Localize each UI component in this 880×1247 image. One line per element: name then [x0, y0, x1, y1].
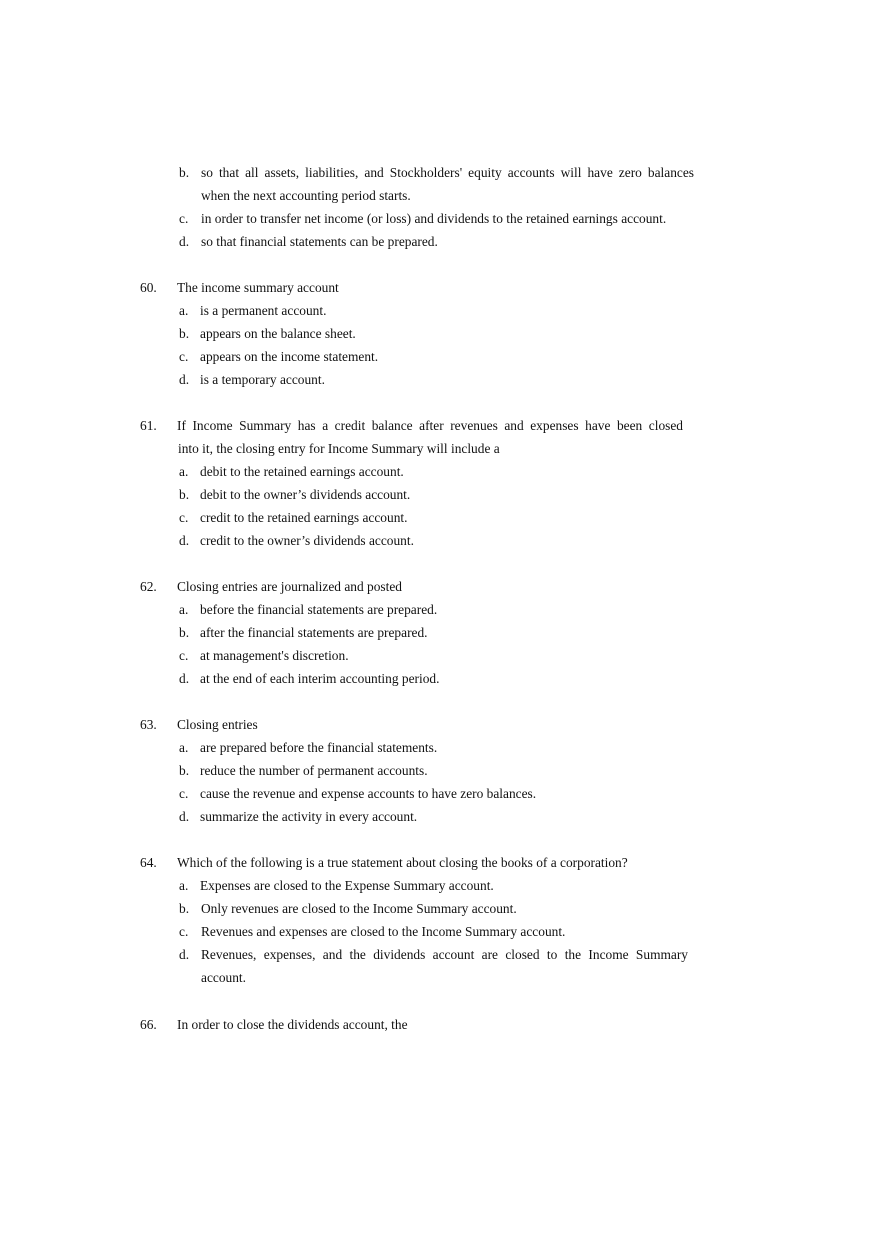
option-text: account.: [201, 970, 246, 985]
option-label: c.: [179, 211, 189, 226]
option-text: is a temporary account.: [200, 372, 325, 387]
option-label: c.: [179, 924, 189, 939]
question-number: 62.: [140, 579, 157, 594]
option-text: is a permanent account.: [200, 303, 327, 318]
question-stem: In order to close the dividends account, the: [177, 1017, 408, 1032]
option-text: are prepared before the financial statements.: [200, 740, 438, 755]
option-label: a.: [179, 740, 189, 755]
option-label: d.: [179, 809, 190, 824]
question-stem: into it, the closing entry for Income Summary will include a: [178, 441, 500, 456]
option-label: b.: [179, 165, 190, 180]
question-number: 63.: [140, 717, 157, 732]
question-number: 61.: [140, 418, 157, 433]
option-label: a.: [179, 602, 189, 617]
option-text: appears on the balance sheet.: [200, 326, 356, 341]
option-text: reduce the number of permanent accounts.: [200, 763, 428, 778]
question-stem: The income summary account: [177, 280, 339, 295]
option-text: summarize the activity in every account.: [200, 809, 418, 824]
option-label: a.: [179, 303, 189, 318]
question-stem: Which of the following is a true statement about closing the books of a corporation?: [177, 855, 628, 870]
option-text: credit to the owner’s dividends account.: [200, 533, 414, 548]
option-label: d.: [179, 671, 190, 686]
option-label: d.: [179, 234, 190, 249]
option-text: so that financial statements can be prepared.: [201, 234, 438, 249]
option-label: b.: [179, 763, 190, 778]
option-label: a.: [179, 878, 189, 893]
option-text: before the financial statements are prepared.: [200, 602, 438, 617]
option-label: c.: [179, 786, 189, 801]
option-text: appears on the income statement.: [200, 349, 379, 364]
option-text: after the financial statements are prepared.: [200, 625, 428, 640]
question-number: 60.: [140, 280, 157, 295]
option-label: b.: [179, 326, 190, 341]
option-label: c.: [179, 648, 189, 663]
option-label: d.: [179, 533, 190, 548]
option-text: cause the revenue and expense accounts to have zero balances.: [200, 786, 537, 801]
option-text: in order to transfer net income (or loss) and dividends to the retained earnings account.: [201, 211, 667, 226]
option-label: b.: [179, 487, 190, 502]
question-stem: Closing entries are journalized and posted: [177, 579, 402, 594]
question-stem: If Income Summary has a credit balance after revenues and expenses have been closed: [177, 418, 683, 433]
option-text: Expenses are closed to the Expense Summary account.: [200, 878, 494, 893]
option-text: Only revenues are closed to the Income Summary account.: [201, 901, 517, 916]
option-label: b.: [179, 901, 190, 916]
option-text: at the end of each interim accounting period.: [200, 671, 440, 686]
option-text: Revenues, expenses, and the dividends account are closed to the Income Summary: [201, 947, 688, 962]
option-text: at management's discretion.: [200, 648, 349, 663]
option-label: c.: [179, 349, 189, 364]
option-text: Revenues and expenses are closed to the Income Summary account.: [201, 924, 566, 939]
option-label: b.: [179, 625, 190, 640]
option-label: c.: [179, 510, 189, 525]
question-number: 66.: [140, 1017, 157, 1032]
question-stem: Closing entries: [177, 717, 258, 732]
option-label: d.: [179, 947, 190, 962]
option-label: a.: [179, 464, 189, 479]
option-text: credit to the retained earnings account.: [200, 510, 408, 525]
option-text: so that all assets, liabilities, and Stockholders' equity accounts will have zero balances: [201, 165, 694, 180]
option-text: debit to the owner’s dividends account.: [200, 487, 411, 502]
question-number: 64.: [140, 855, 157, 870]
option-text: when the next accounting period starts.: [201, 188, 411, 203]
option-text: debit to the retained earnings account.: [200, 464, 404, 479]
option-label: d.: [179, 372, 190, 387]
